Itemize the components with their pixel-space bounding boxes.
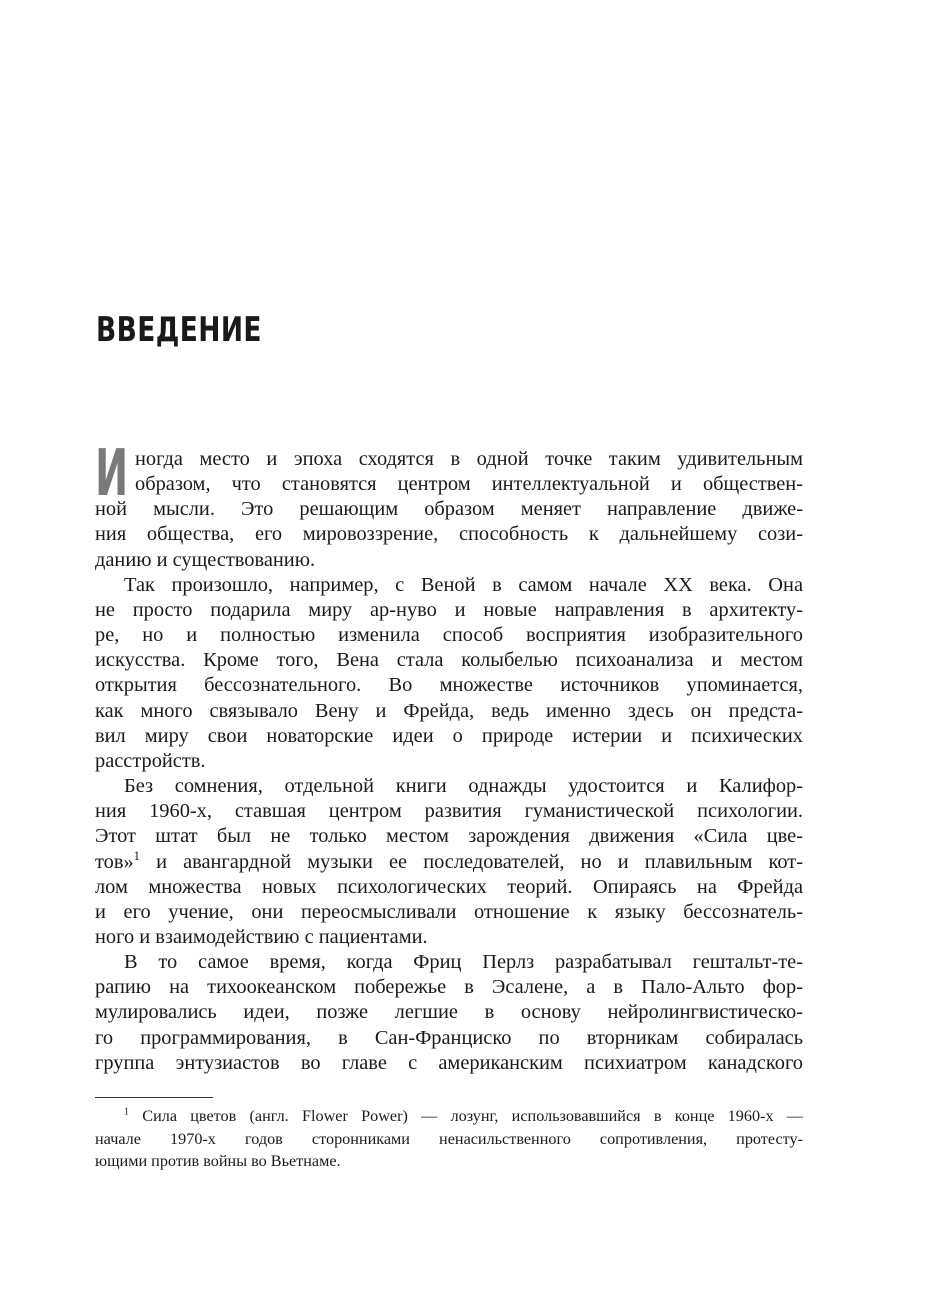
footnote-reference: 1 [133, 848, 140, 863]
text-line: открытия бессознательного. Во множестве источников упоминается, [95, 674, 803, 697]
text-line: ре, но и полностью изменила способ восприятия изобразительного [95, 624, 803, 647]
text-line: Этот штат был не только местом зарождения движения «Сила цве- [95, 825, 803, 848]
text-line: как много связывало Вену и Фрейда, ведь именно здесь он предста- [95, 699, 803, 722]
text-fragment: и авангардной музыки ее последователей, но и плавильным кот- [139, 850, 803, 873]
drop-cap: И [95, 437, 129, 511]
text-line: ногда место и эпоха сходятся в одной точке таким удивительным [135, 448, 803, 470]
body-text [95, 437, 803, 1076]
footnote-divider [95, 1097, 213, 1098]
text-line: лом множества новых психологических теорий. Опираясь на Фрейда [95, 875, 803, 898]
footnote-marker: 1 [124, 1106, 130, 1118]
text-line: образом, что становятся центром интеллектуальной и обществен- [135, 473, 803, 496]
text-line: ной мысли. Это решающим образом меняет направление движе- [95, 498, 803, 521]
text-line: В то самое время, когда Фриц Перлз разрабатывал гештальт-те- [124, 951, 803, 974]
text-line: и его учение, они переосмысливали отношение к языку бессознатель- [95, 900, 803, 923]
footnote-line: ющими против войны во Вьетнаме. [95, 1152, 341, 1170]
text-line: расстройств. [95, 749, 206, 772]
text-fragment: тов» [95, 850, 134, 873]
text-line: ного и взаимодействию с пациентами. [95, 925, 428, 948]
chapter-title: ВВЕДЕНИЕ [96, 310, 262, 350]
text-line: рапию на тихоокеанском побережье в Эсалене, а в Пало-Альто фор- [95, 976, 803, 999]
text-line: группа энтузиастов во главе с американским психиатром канадского [95, 1051, 803, 1074]
text-line: искусства. Кроме того, Вена стала колыбелью психоанализа и местом [95, 649, 803, 672]
text-line: данию и существованию. [95, 548, 316, 571]
text-line: ния общества, его мировоззрение, способность к дальнейшему сози- [95, 523, 803, 546]
footnote [95, 1105, 803, 1173]
text-line: не просто подарила миру ар-нуво и новые направления в архитекту- [95, 598, 803, 621]
footnote-text: Сила цветов (англ. Flower Power) — лозунг, использовавшийся в конце 1960-х — [129, 1107, 803, 1125]
text-line: вил миру свои новаторские идеи о природе истерии и психических [95, 724, 803, 747]
text-line: Так произошло, например, с Веной в самом начале XX века. Она [124, 573, 803, 596]
footnote-line [95, 1105, 803, 1128]
text-line: мулировались идеи, позже легшие в основу нейролингвистическо- [95, 1001, 803, 1024]
text-line: Без сомнения, отдельной книги однажды удостоится и Калифор- [124, 775, 803, 798]
text-line: го программирования, в Сан-Франциско по вторникам собиралась [95, 1026, 803, 1049]
text-line [95, 850, 803, 875]
footnote-line: начале 1970-х годов сторонниками ненасильственного сопротивления, протесту- [95, 1129, 803, 1148]
text-line: ния 1960-х, ставшая центром развития гуманистической психологии. [95, 800, 803, 823]
